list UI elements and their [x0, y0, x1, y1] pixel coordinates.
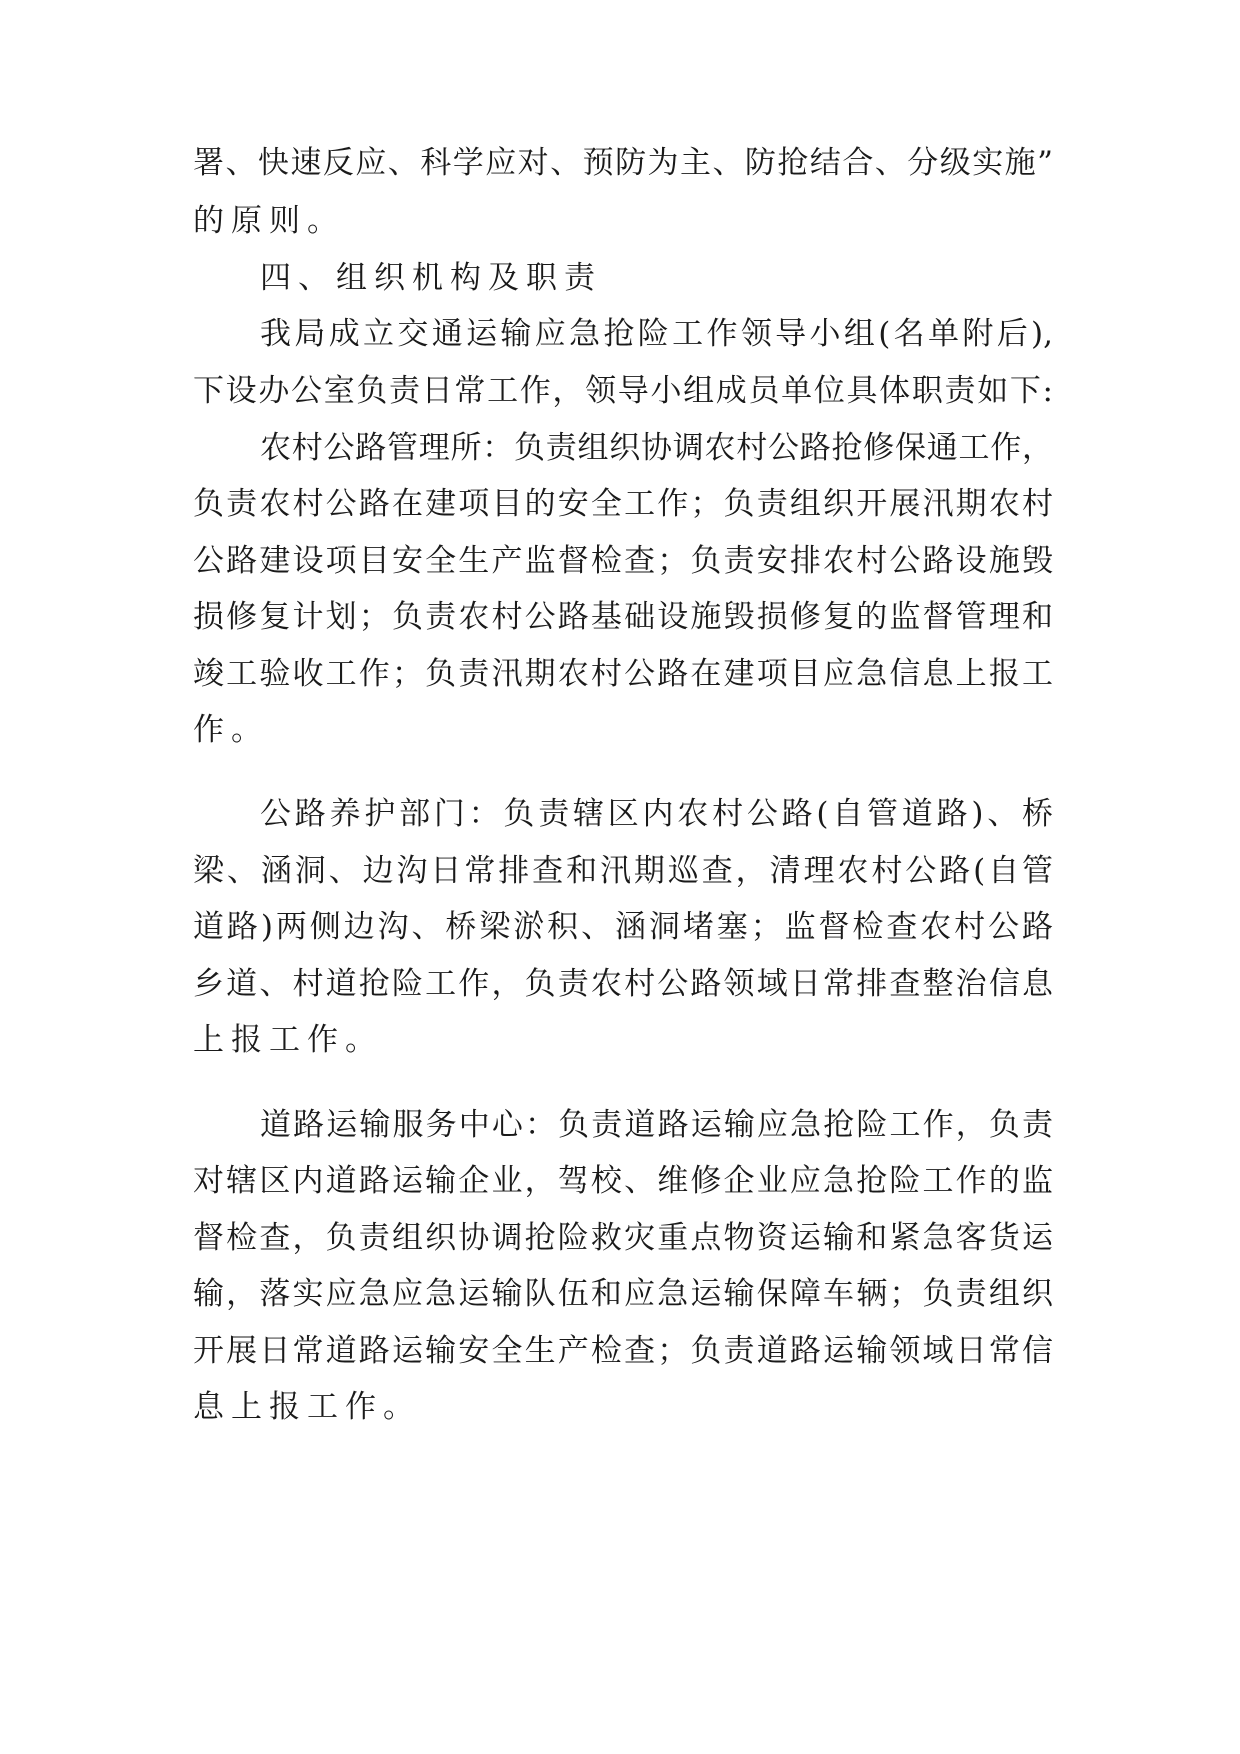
p2-line-2: 负责农村公路在建项目的安全工作；负责组织开展汛期农村 [193, 486, 1053, 522]
section-heading: 四、组织机构及职责 [260, 260, 602, 296]
p3-line-5: 上报工作。 [193, 1022, 383, 1058]
p2-line-5: 竣工验收工作；负责汛期农村公路在建项目应急信息上报工 [193, 656, 1053, 692]
intro-line-2: 的原则。 [193, 203, 345, 239]
p3-line-4: 乡道、村道抢险工作，负责农村公路领域日常排查整治信息 [193, 966, 1053, 1002]
p4-line-4: 输，落实应急应急运输队伍和应急运输保障车辆；负责组织 [193, 1276, 1053, 1312]
p2-line-6: 作。 [193, 712, 269, 748]
p4-line-2: 对辖区内道路运输企业，驾校、维修企业应急抢险工作的监 [193, 1163, 1053, 1199]
p2-line-1: 农村公路管理所：负责组织协调农村公路抢修保通工作， [260, 430, 1053, 466]
p3-line-3: 道路)两侧边沟、桥梁淤积、涵洞堵塞；监督检查农村公路 [193, 909, 1053, 945]
intro-line-1: 署、快速反应、科学应对、预防为主、防抢结合、分级实施” [193, 145, 1053, 181]
p2-line-4: 损修复计划；负责农村公路基础设施毁损修复的监督管理和 [193, 599, 1053, 635]
p4-line-3: 督检查，负责组织协调抢险救灾重点物资运输和紧急客货运 [193, 1220, 1053, 1256]
p2-line-3: 公路建设项目安全生产监督检查；负责安排农村公路设施毁 [193, 543, 1053, 579]
p3-line-2: 梁、涵洞、边沟日常排查和汛期巡查，清理农村公路(自管 [193, 853, 1053, 889]
p1-line-2: 下设办公室负责日常工作，领导小组成员单位具体职责如下: [193, 373, 1053, 409]
p1-line-1: 我局成立交通运输应急抢险工作领导小组(名单附后), [260, 316, 1053, 352]
p4-line-5: 开展日常道路运输安全生产检查；负责道路运输领域日常信 [193, 1333, 1053, 1369]
p4-line-6: 息上报工作。 [193, 1389, 421, 1425]
p3-line-1: 公路养护部门：负责辖区内农村公路(自管道路)、桥 [260, 796, 1053, 832]
p4-line-1: 道路运输服务中心：负责道路运输应急抢险工作，负责 [260, 1107, 1053, 1143]
